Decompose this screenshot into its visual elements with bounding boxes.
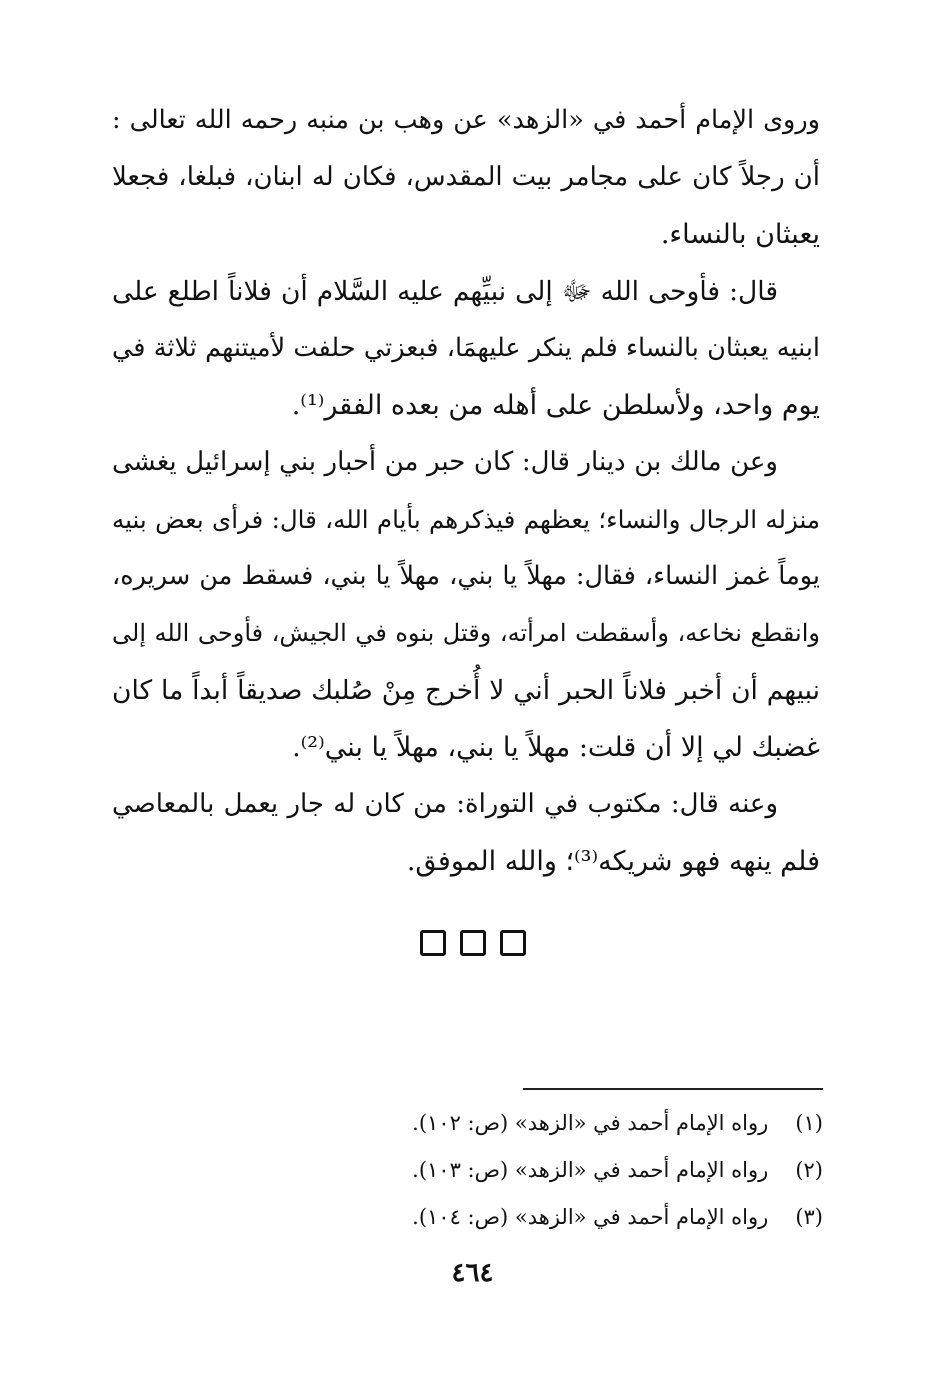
text-line: قال: فأوحى الله ﷻ إلى نبيِّهم عليه السَّلام أن فلاناً اطلع على: [112, 276, 778, 307]
text-line: وروى الإمام أحمد في «الزهد» عن وهب بن منبه رحمه الله تعالى :: [112, 105, 820, 135]
footnotes: [343, 1100, 823, 1241]
main-text: [112, 92, 820, 890]
footnote-divider: [523, 1088, 823, 1090]
text-line: يوم واحد، ولأسلطن على أهله من بعده الفقر⁽¹⁾.: [291, 390, 820, 421]
text-line: وعن مالك بن دينار قال: كان حبر من أحبار بني إسرائيل يغشى: [112, 447, 778, 477]
text-line: ابنيه يعبثان بالنساء فلم ينكر عليهمَا، فبعزتي حلفت لأميتنهم ثلاثة في: [112, 333, 820, 363]
footnote-text: رواه الإمام أحمد في «الزهد» (ص: ١٠٣).: [412, 1158, 769, 1182]
footnote-item: [343, 1100, 823, 1147]
footnote-item: [343, 1194, 823, 1241]
page-number: ٤٦٤: [451, 1258, 494, 1288]
footnote-item: [343, 1147, 823, 1194]
text-line: منزله الرجال والنساء؛ يعظهم فيذكرهم بأيام الله، قال: فرأى بعض بنيه: [112, 505, 820, 534]
footnote-text: رواه الإمام أحمد في «الزهد» (ص: ١٠٤).: [412, 1205, 769, 1229]
square-icon: [420, 930, 446, 956]
text-line: غضبك لي إلا أن قلت: مهلاً يا بني، مهلاً يا بني⁽²⁾.: [292, 732, 820, 763]
text-line: نبيهم أن أخبر فلاناً الحبر أني لا أُخرج مِنْ صُلبك صديقاً أبداً ما كان: [112, 675, 820, 706]
footnote-marker: (٣): [795, 1205, 823, 1229]
footnote-marker: (٢): [795, 1158, 823, 1182]
text-line: فلم ينهه فهو شريكه⁽³⁾؛ والله الموفق.: [406, 846, 820, 877]
footnote-marker: (١): [795, 1111, 823, 1135]
footnote-text: رواه الإمام أحمد في «الزهد» (ص: ١٠٢).: [412, 1111, 769, 1135]
text-line: يوماً غمز النساء، فقال: مهلاً يا بني، مهلاً يا بني، فسقط من سريره،: [112, 561, 820, 591]
text-line: وانقطع نخاعه، وأسقطت امرأته، وقتل بنوه في الجيش، فأوحى الله إلى: [112, 619, 820, 647]
section-separator-icon: [0, 930, 945, 956]
square-icon: [500, 930, 526, 956]
square-icon: [460, 930, 486, 956]
text-line: يعبثان بالنساء.: [660, 219, 820, 250]
text-line: أن رجلاً كان على مجامر بيت المقدس، فكان له ابنان، فبلغا، فجعلا: [112, 162, 820, 192]
text-line: وعنه قال: مكتوب في التوراة: من كان له جار يعمل بالمعاصي: [112, 789, 778, 819]
